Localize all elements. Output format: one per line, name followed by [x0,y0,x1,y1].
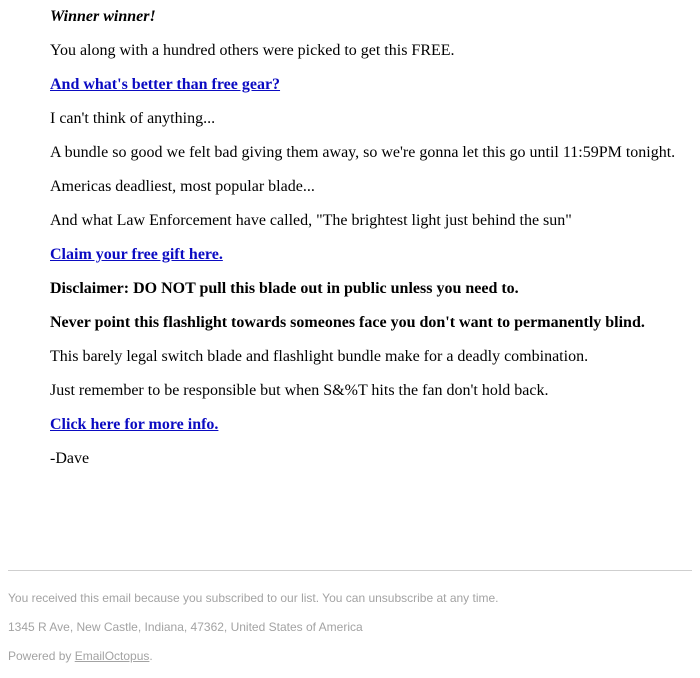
greeting: Winner winner! [50,8,156,25]
sender-address: 1345 R Ave, New Castle, Indiana, 47362, United States of America [8,620,363,634]
emailoctopus-link[interactable]: EmailOctopus [74,649,150,663]
paragraph-2: I can't think of anything... [50,110,216,127]
powered-by-prefix: Powered by [8,649,75,663]
paragraph-5: And what Law Enforcement have called, "The brightest light just behind the sun" [50,212,572,229]
subscription-notice: You received this email because you subscribed to our list. You can unsubscribe at any time. [8,591,499,605]
free-gear-link[interactable]: And what's better than free gear? [50,76,281,93]
paragraph-3: A bundle so good we felt bad giving them away, so we're gonna let this go until 11:59PM tonight. [50,144,676,161]
paragraph-link-3 [50,416,690,434]
email-body [50,0,690,484]
disclaimer: Disclaimer: DO NOT pull this blade out in public unless you need to. [50,280,519,297]
paragraph-link-1 [50,76,690,94]
paragraph-7: Just remember to be responsible but when S&%T hits the fan don't hold back. [50,382,549,399]
claim-gift-link[interactable]: Claim your free gift here. [50,246,223,263]
more-info-link[interactable]: Click here for more info. [50,416,219,433]
intro-paragraph: You along with a hundred others were picked to get this FREE. [50,42,455,59]
powered-by [8,649,692,664]
paragraph-6: This barely legal switch blade and flashlight bundle make for a deadly combination. [50,348,589,365]
paragraph-4: Americas deadliest, most popular blade... [50,178,315,195]
paragraph-link-2 [50,246,690,264]
warning: Never point this flashlight towards someones face you don't want to permanently blind. [50,314,645,331]
signature: -Dave [50,450,90,467]
footer-divider [8,570,692,571]
email-footer [8,591,692,678]
powered-by-suffix: . [149,649,153,663]
